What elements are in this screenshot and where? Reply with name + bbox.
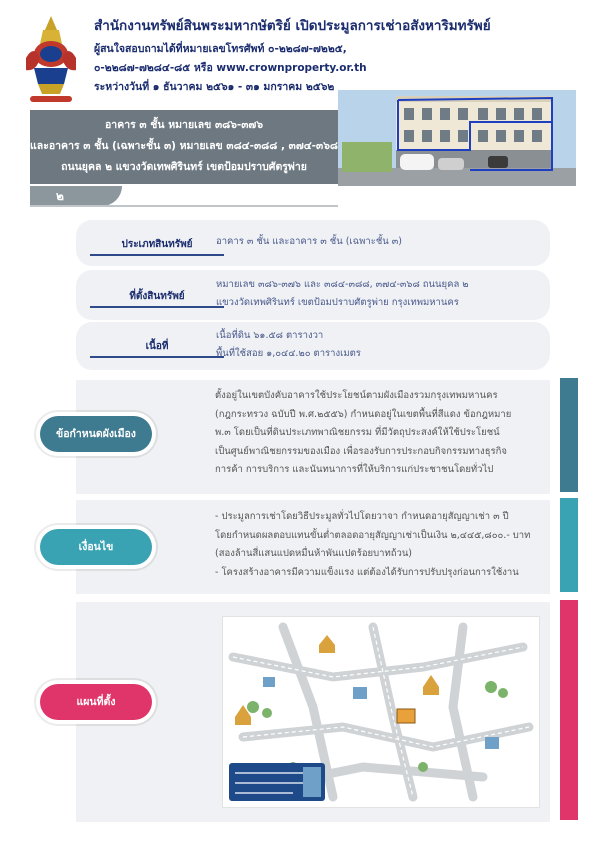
asset-location-underline: [90, 306, 224, 308]
property-title-line1: อาคาร ๓ ชั้น หมายเลข ๓๘๖-๓๗๖: [105, 119, 263, 131]
property-title-line2: และอาคาร ๓ ชั้น (เฉพาะชั้น ๓) หมายเลข ๓๘๔-๓๘๘ , ๓๗๔-๓๖๘: [30, 140, 338, 152]
contact-phone-line: ผู้สนใจสอบถามได้ที่หมายเลขโทรศัพท์ ๐-๒๒๘๗-๗๒๒๕,: [94, 43, 347, 55]
crown-property-emblem: [20, 14, 82, 106]
zoning-line: เป็นศูนย์พาณิชยกรรมของเมือง เพื่อรองรับการประกอบกิจกรรมทางธุรกิจ: [215, 445, 507, 457]
zoning-text: [215, 387, 511, 480]
building-photo: [338, 90, 576, 186]
asset-location-label: ที่ตั้งสินทรัพย์: [129, 291, 185, 302]
condition-line: โดยกำหนดผลตอบแทนขั้นต่ำตลอดอายุสัญญาเช่าเป็นเงิน ๒,๔๔๕,๘๐๐.- บาท: [215, 529, 531, 541]
usable-area: พื้นที่ใช้สอย ๑,๐๔๔.๒๐ ตารางเมตร: [216, 348, 361, 359]
organization-title: สำนักงานทรัพย์สินพระมหากษัตริย์ เปิดประมูลการเช่าอสังหาริมทรัพย์: [94, 18, 491, 34]
asset-area-label: เนื้อที่: [145, 341, 169, 352]
property-title-line3: ถนนยุคล ๒ แขวงวัดเทพศิรินทร์ เขตป้อมปราบศัตรูพ่าย: [61, 161, 307, 173]
zoning-line: (กฎกระทรวง ฉบับปี พ.ศ.๒๕๕๖) กำหนดอยู่ในเขตพื้นที่สีแดง ข้อกฎหมาย: [215, 408, 512, 420]
asset-location-line1: หมายเลข ๓๘๖-๓๗๖ และ ๓๘๔-๓๘๘, ๓๗๔-๓๖๘ ถนนยุคล ๒: [216, 279, 469, 290]
land-area: เนื้อที่ดิน ๖๑.๕๘ ตารางวา: [216, 330, 324, 341]
conditions-accent-bar: [560, 498, 578, 592]
zoning-line: พ.๓ โดยเป็นที่ดินประเภทพาณิชยกรรม ที่มีวัตถุประสงค์ให้ใช้ประโยชน์: [215, 427, 500, 438]
asset-location-line2: แขวงวัดเทพศิรินทร์ เขตป้อมปราบศัตรูพ่าย กรุงเทพมหานคร: [216, 297, 459, 308]
location-map: [222, 616, 540, 808]
contact-website-line: ๐-๒๒๘๗-๗๒๘๔-๘๕ หรือ www.crownproperty.or.th: [94, 62, 367, 74]
zoning-line: ตั้งอยู่ในเขตบังคับอาคารใช้ประโยชน์ตามผังเมืองรวมกรุงเทพมหานคร: [215, 390, 498, 401]
conditions-text: [215, 508, 530, 582]
map-accent-bar: [560, 600, 578, 820]
condition-line: - โครงสร้างอาคารมีความแข็งแรง แต่ต้องได้รับการปรับปรุงก่อนการใช้งาน: [215, 566, 519, 578]
asset-area-value: [216, 327, 361, 363]
zoning-accent-bar: [560, 378, 578, 492]
asset-type-underline: [90, 254, 224, 256]
contact-info: [94, 40, 367, 97]
condition-line: (สองล้านสี่แสนแปดหมื่นห้าพันแปดร้อยบาทถ้วน): [215, 548, 413, 559]
property-number-badge: ๒: [30, 186, 122, 206]
asset-area-underline: [90, 356, 224, 358]
map-heading: แผนที่ตั้ง: [40, 684, 152, 720]
asset-type-label: ประเภทสินทรัพย์: [121, 239, 193, 250]
condition-line: - ประมูลการเช่าโดยวิธีประมูลทั่วไปโดยวาจา กำหนดอายุสัญญาเช่า ๓ ปี: [215, 511, 509, 522]
property-title-banner: [30, 110, 338, 184]
asset-location-row: [76, 270, 550, 320]
asset-type-row: [76, 220, 550, 266]
asset-area-row: [76, 322, 550, 370]
zoning-heading: ข้อกำหนดผังเมือง: [40, 416, 152, 452]
auction-period: ระหว่างวันที่ ๑ ธันวาคม ๒๕๖๑ - ๓๑ มกราคม ๒๕๖๒: [94, 81, 335, 93]
asset-type-value: อาคาร ๓ ชั้น และอาคาร ๓ ชั้น (เฉพาะชั้น ๓): [216, 236, 402, 247]
asset-location-value: [216, 276, 469, 312]
conditions-heading: เงื่อนไข: [40, 529, 152, 565]
banner-divider: [30, 205, 338, 207]
zoning-line: การค้า การบริการ และนันทนาการที่ให้บริการแก่ประชาชนโดยทั่วไป: [215, 464, 494, 475]
